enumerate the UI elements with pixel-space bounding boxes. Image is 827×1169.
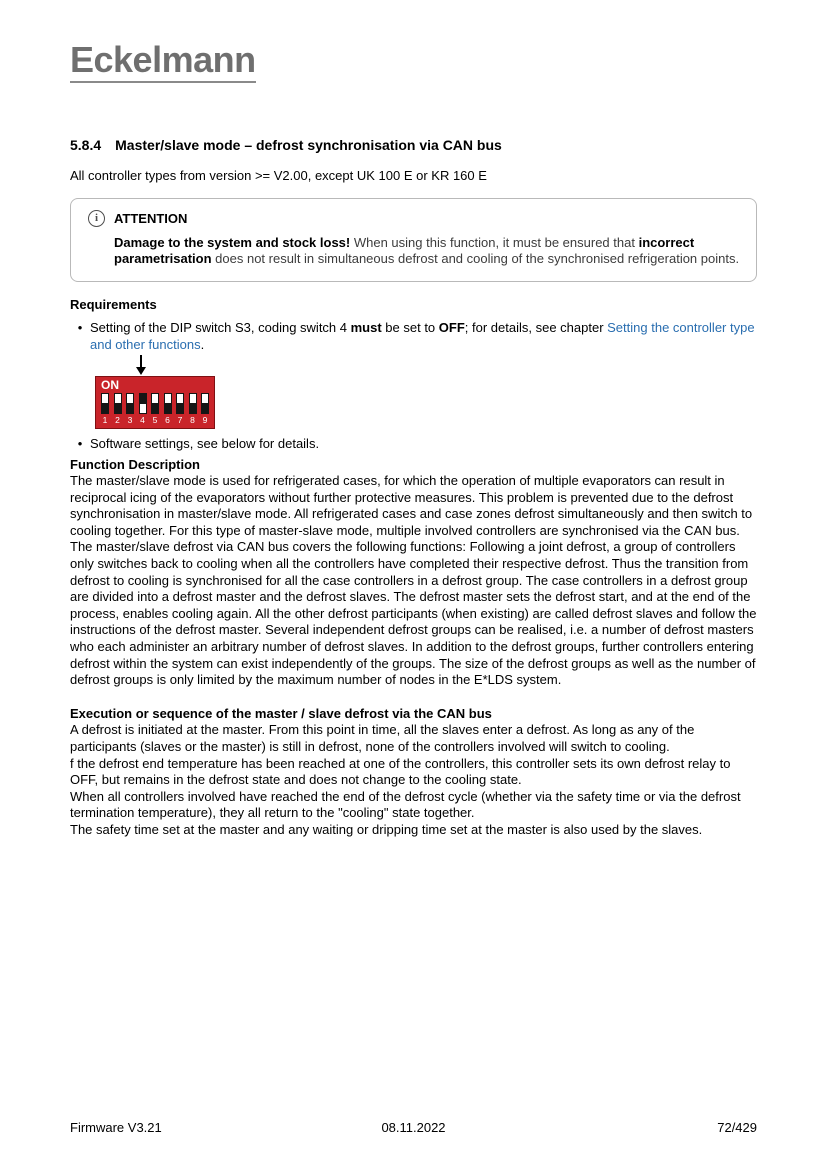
dip-switch-7: 7	[176, 393, 184, 426]
attention-title: ATTENTION	[114, 210, 188, 226]
section-number: 5.8.4	[70, 137, 102, 153]
chapter-link[interactable]: Setting the controller type and other functions	[90, 320, 755, 352]
attention-bold-1: Damage to the system and stock loss!	[114, 234, 351, 250]
dip-switch-8: 8	[189, 393, 197, 426]
arrow-head	[136, 367, 146, 375]
dip-switch-figure	[95, 355, 215, 429]
dip-switch-5: 5	[151, 393, 159, 426]
dip-switch-3: 3	[126, 393, 134, 426]
eckelmann-logo: Eckelmann	[70, 42, 256, 83]
down-arrow-icon	[136, 355, 146, 375]
dip-switch-9: 9	[201, 393, 209, 426]
attention-body	[114, 235, 740, 268]
attention-title-row	[88, 210, 740, 227]
attention-bold-2: incorrect parametrisation	[114, 234, 695, 266]
bullet-dot: •	[77, 436, 83, 451]
attention-box	[70, 198, 757, 282]
execution-paragraph-2: f the defrost end temperature has been reached at one of the controllers, this controller sets its own defrost relay to OFF, but remains in the defrost state and does not change to the cooling state.	[70, 755, 731, 788]
dip-switch-4: 4	[139, 393, 147, 426]
dip-switch-image	[95, 376, 215, 429]
info-icon: i	[88, 210, 105, 227]
bullet-1-text-4: .	[200, 336, 205, 352]
section-heading	[70, 137, 757, 153]
execution-paragraph-1: A defrost is initiated at the master. From this point in time, all the slaves enter a defrost. As long as any of the participants (slaves or the master) is still in defrost, none of the controllers involved will switch to cooling.	[70, 722, 695, 754]
requirements-bullet-2-text: Software settings, see below for details.	[90, 436, 320, 451]
requirements-bullet-1	[70, 320, 757, 353]
execution-paragraph-3: When all controllers involved have reached the end of the defrost cycle (whether via the safety time or via the defrost termination temperature), they all return to the "cooling" state together.	[70, 788, 741, 821]
function-description-heading: Function Description	[70, 456, 200, 472]
function-description-body: The master/slave mode is used for refrigerated cases, for which the operation of multiple evaporators can result in reciprocal icing of the evaporators without further protective measures. This problem is prevented due to the defrost synchronisation in master/slave mode. All refrigerated cases and case zones defrost simultaneously and then switch to cooling together. For this type of master-slave mode, multiple involved controllers are synchronised via the CAN bus. The master/slave defrost via CAN bus covers the following functions: Following a joint defrost, a group of controllers only switches back to cooling when all the controllers have completed their respective defrost. Thus the transition from defrost to cooling is synchronised for all the case controllers in a defrost group. The case controllers in a defrost group are divided into a defrost master and the defrost slaves. The defrost master sets the defrost start, and at the end of the process, enables cooling again. All the other defrost participants (when existing) are called defrost slaves and follow the instructions of the defrost master. Several independent defrost groups can be realised, i.e. a number of defrost masters who each administer an arbitrary number of defrost slaves. In addition to the defrost groups, further controllers entering defrost within the system can exist independently of the groups. The size of the defrost groups as well as the number of defrost groups is only limited by the maximum number of nodes in the E*LDS system.	[70, 473, 757, 688]
bullet-1-bold-off: OFF	[438, 320, 465, 335]
footer-page-number: 72/429	[717, 1120, 757, 1135]
section-title: Master/slave mode – defrost synchronisation via CAN bus	[115, 137, 502, 153]
footer-firmware-version: Firmware V3.21	[70, 1120, 162, 1135]
dip-switch-6: 6	[164, 393, 172, 426]
page-footer	[70, 1120, 757, 1135]
requirements-heading: Requirements	[70, 296, 157, 312]
bullet-1-bold-must: must	[350, 320, 382, 335]
intro-text: All controller types from version >= V2.00, except UK 100 E or KR 160 E	[70, 168, 487, 183]
attention-text-1: When using this function, it must be ensured that	[350, 234, 639, 250]
dip-switch-row	[101, 393, 209, 426]
bullet-dot: •	[77, 320, 83, 335]
execution-heading: Execution or sequence of the master / slave defrost via the CAN bus	[70, 705, 492, 721]
requirements-bullet-2	[70, 436, 757, 453]
execution-paragraph-4: The safety time set at the master and any waiting or dripping time set at the master is also used by the slaves.	[70, 821, 703, 837]
attention-text-2: does not result in simultaneous defrost and cooling of the synchronised refrigeration points.	[211, 251, 740, 266]
dip-switch-2: 2	[114, 393, 122, 426]
dip-switch-1: 1	[101, 393, 109, 426]
bullet-1-text-2: be set to	[381, 320, 439, 335]
dip-on-label: ON	[101, 378, 119, 392]
bullet-1-text-3: ; for details, see chapter	[464, 320, 608, 335]
requirements-bullet-1-text	[90, 320, 757, 353]
footer-date: 08.11.2022	[381, 1120, 446, 1135]
bullet-1-text-1: Setting of the DIP switch S3, coding switch 4	[90, 320, 351, 335]
